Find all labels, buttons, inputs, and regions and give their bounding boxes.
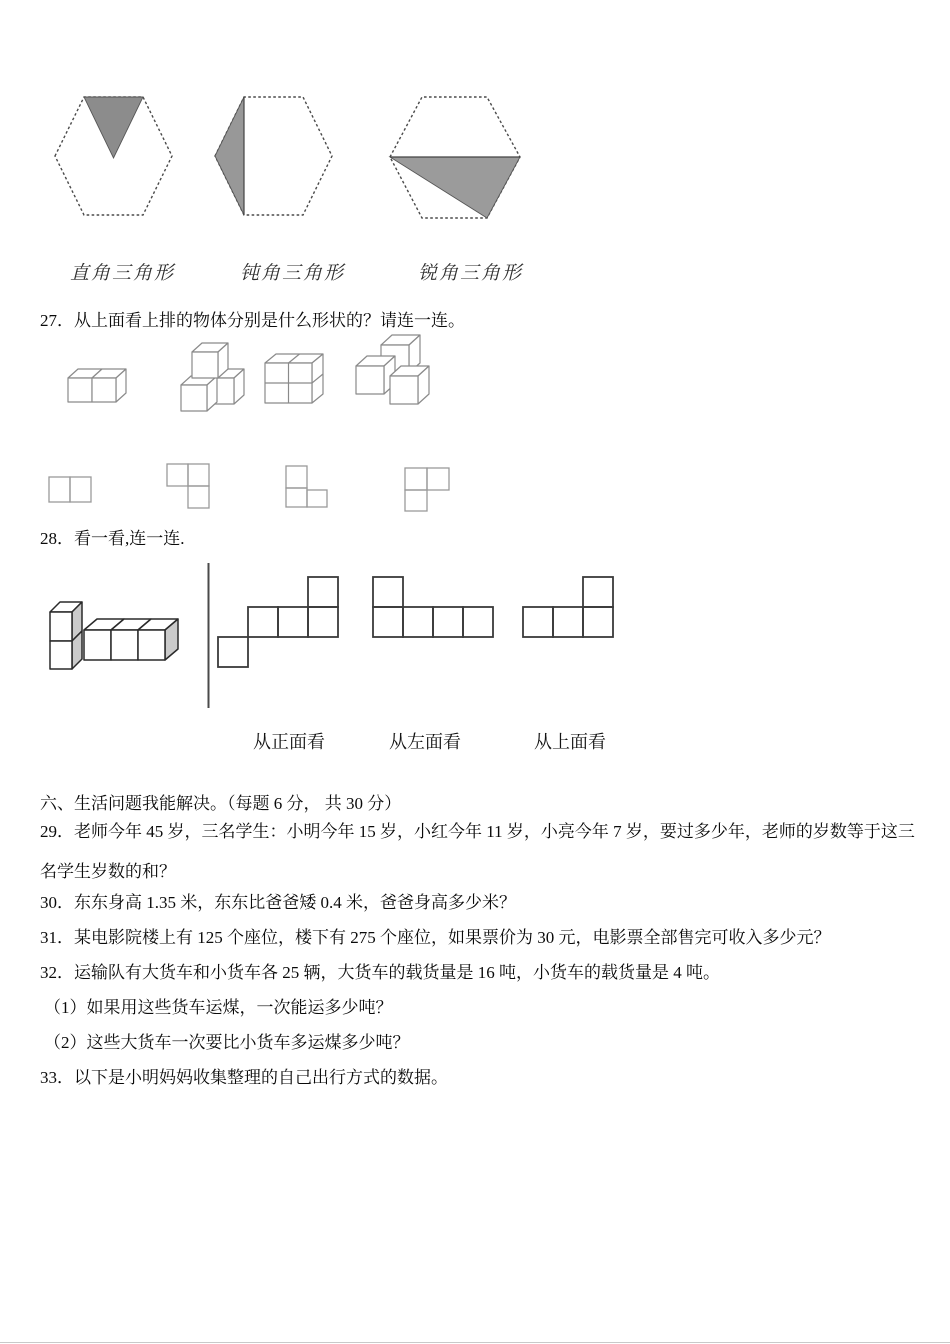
- view-label-top: 从上面看: [534, 732, 606, 752]
- view-label-front: 从正面看: [253, 732, 325, 752]
- cube-structure-28: [50, 602, 178, 669]
- triangle-label-right: 直角三角形: [70, 263, 176, 284]
- hexagon-figure-right-triangle: [55, 97, 172, 215]
- view-shape-1: [49, 477, 91, 502]
- cube-figure-2: [181, 343, 244, 411]
- view-label-left: 从左面看: [389, 732, 461, 752]
- question-32-text: 32．运输队有大货车和小货车各 25 辆，大货车的载货量是 16 吨，小货车的载货量是 4 吨。: [40, 963, 720, 982]
- question-27-text: 27．从上面看上排的物体分别是什么形状的？请连一连。: [40, 311, 465, 330]
- shaded-acute-triangle: [390, 157, 520, 218]
- question-29-line1: 29．老师今年 45 岁，三名学生：小明今年 15 岁，小红今年 11 岁，小亮今年 7 岁，要过多少年，老师的岁数等于这三: [40, 822, 915, 841]
- shaded-obtuse-triangle: [215, 97, 244, 215]
- cube-figure-1: [68, 369, 126, 402]
- shaded-right-triangle: [84, 97, 143, 158]
- cube-figure-3: [265, 354, 323, 403]
- net-figure-front: [218, 577, 338, 667]
- question-32-sub2: （2）这些大货车一次要比小货车多运煤多少吨？: [44, 1033, 410, 1052]
- question-31-text: 31．某电影院楼上有 125 个座位，楼下有 275 个座位，如果票价为 30 元，电影票全部售完可收入多少元？: [40, 928, 831, 947]
- hexagon-figure-acute-triangle: [390, 97, 520, 218]
- question-28-text: 28．看一看,连一连.: [40, 529, 185, 548]
- question-29-line2: 名学生岁数的和？: [40, 862, 176, 881]
- net-figure-top: [523, 577, 613, 637]
- net-figure-left: [373, 577, 493, 637]
- view-shape-3: [286, 466, 327, 507]
- view-shape-4: [405, 468, 449, 511]
- hexagon-figure-obtuse-triangle: [215, 97, 332, 215]
- page-bottom-edge: [0, 1342, 950, 1343]
- cube-figure-4: [356, 335, 429, 404]
- question-30-text: 30．东东身高 1.35 米，东东比爸爸矮 0.4 米，爸爸身高多少米？: [40, 893, 516, 912]
- question-32-sub1: （1）如果用这些货车运煤，一次能运多少吨？: [44, 998, 393, 1017]
- question-33-text: 33．以下是小明妈妈收集整理的自己出行方式的数据。: [40, 1068, 448, 1087]
- triangle-label-acute: 锐角三角形: [418, 263, 524, 284]
- section-6-header: 六、生活问题我能解决。（每题 6 分， 共 30 分）: [40, 794, 402, 813]
- triangle-label-obtuse: 钝角三角形: [240, 263, 346, 284]
- view-shape-2: [167, 464, 209, 508]
